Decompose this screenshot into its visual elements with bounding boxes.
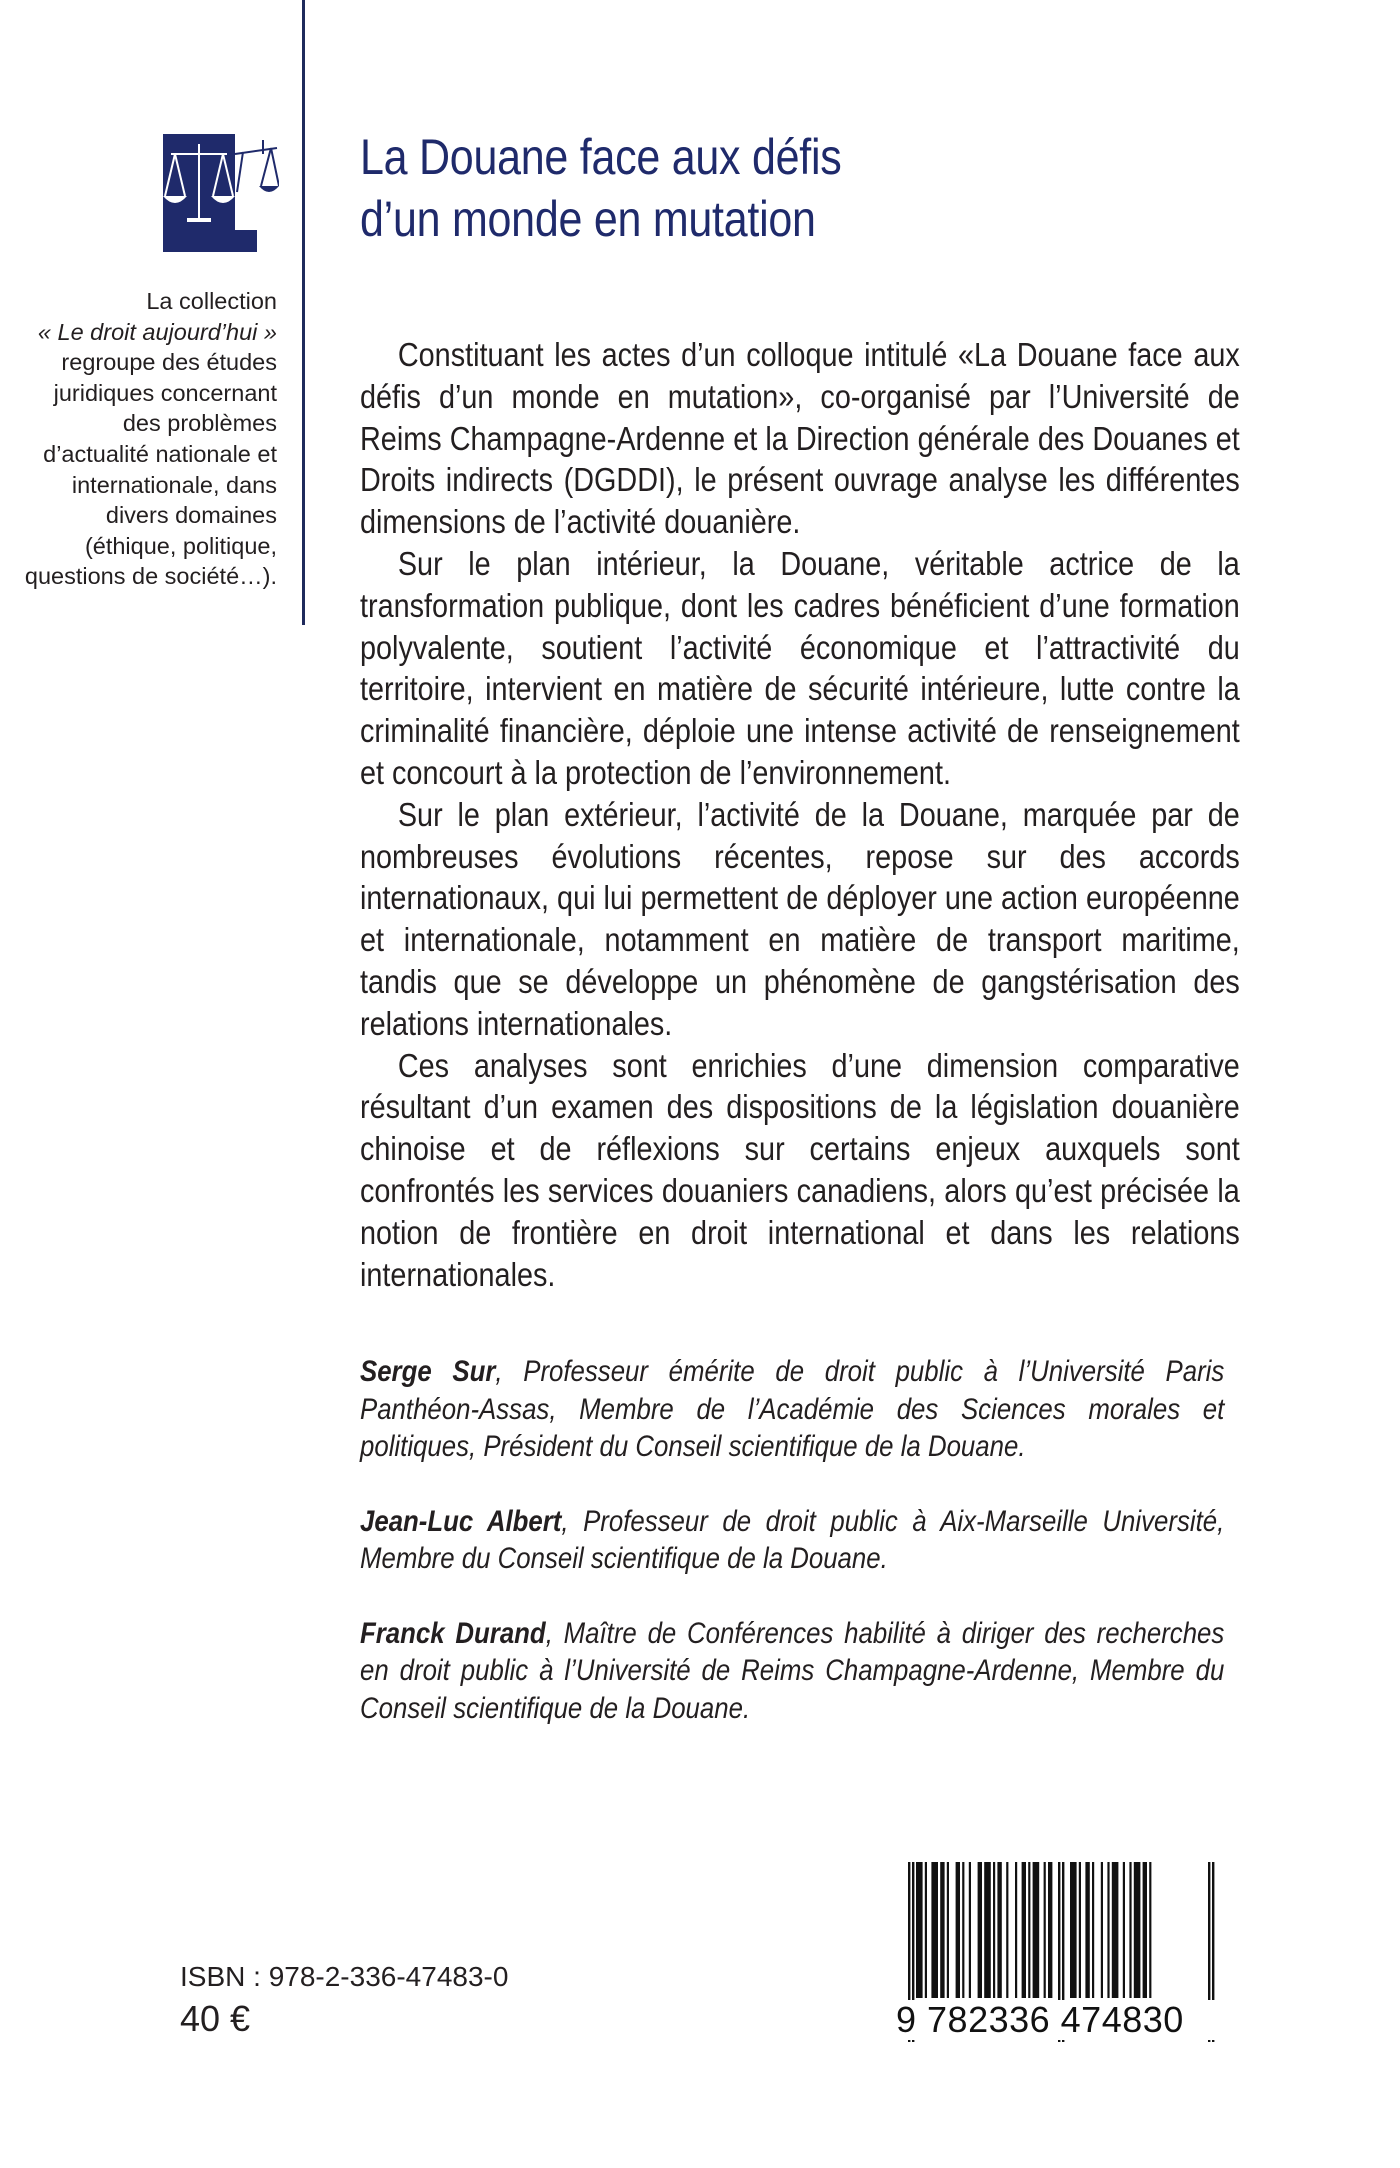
- collection-intro: La collection: [146, 288, 277, 314]
- barcode-bar: [1048, 1862, 1052, 1998]
- author-name: Franck Durand: [360, 1616, 546, 1650]
- barcode-bar: [1079, 1862, 1081, 1998]
- barcode-bar: [1044, 1862, 1046, 1998]
- vertical-rule: [302, 0, 305, 625]
- summary-text: [360, 335, 1240, 1296]
- author-description: , Professeur émérite de droit public à l’Université Paris Panthéon-Assas, Membre de l’Académie des Sciences morales et politiques, Président du Conseil scientifique de la Douane.: [360, 1355, 1225, 1463]
- barcode-bar: [916, 1862, 923, 1998]
- author-name: Jean-Luc Albert: [360, 1504, 562, 1538]
- barcode-bar: [1022, 1862, 1026, 1998]
- barcode-bar: [1028, 1862, 1030, 1998]
- barcode-bar: [1101, 1862, 1103, 1998]
- barcode-bar: [1033, 1862, 1040, 1998]
- summary-paragraph: Ces analyses sont enrichies d’une dimension comparative résultant d’un examen des dispositions de la législation douanière chinoise et de réflexions sur certains enjeux auxquels sont confrontés les services douaniers canadiens, alors qu’est précisée la notion de frontière en droit international et dans les relations internationales.: [360, 1047, 1240, 1294]
- author-description: , Professeur de droit public à Aix-Marseille Université, Membre du Conseil scientifique de la Douane.: [360, 1504, 1225, 1575]
- collection-name: « Le droit aujourd’hui »: [37, 318, 277, 345]
- barcode-bar: [969, 1862, 971, 1998]
- summary-paragraph: Sur le plan extérieur, l’activité de la Douane, marquée par de nombreuses évolutions récentes, repose sur des accords internationaux, qui lui permettent de déployer une action européenne et internationale, notamment en matière de transport maritime, tandis que se développe un phénomène de gangstérisation des relations internationales.: [360, 796, 1240, 1043]
- collection-text: regroupe des études juridiques concernant des problèmes d’actualité nationale et internationale, dans divers domaines (éthique, politique, questions de société…).: [24, 349, 277, 590]
- barcode-bar: [925, 1862, 927, 1998]
- author-description: , Maître de Conférences habilité à diriger des recherches en droit public à l’Université de Reims Champagne-Ardenne, Membre du Conseil scientifique de la Douane.: [360, 1616, 1225, 1725]
- barcode-bar: [1015, 1862, 1017, 1998]
- isbn-label: ISBN : 978-2-336-47483-0: [180, 1961, 509, 1992]
- barcode-bar: [984, 1862, 991, 1998]
- barcode-bar: [997, 1862, 1001, 1998]
- author-entry: [360, 1353, 1224, 1466]
- barcode-bar: [931, 1862, 938, 1998]
- barcode-bar: [940, 1862, 944, 1998]
- barcode-bar: [1143, 1862, 1147, 1998]
- barcode-bar: [1070, 1862, 1077, 1998]
- barcode-bar: [1149, 1862, 1151, 1998]
- barcode-bar: [1006, 1862, 1008, 1998]
- barcode-bar: [1107, 1862, 1109, 1998]
- barcode-bar: [1112, 1862, 1119, 1998]
- author-entry: [360, 1503, 1224, 1578]
- barcode-bar: [1123, 1862, 1125, 1998]
- author-name: Serge Sur: [360, 1355, 496, 1388]
- author-entry: [360, 1615, 1224, 1728]
- barcode-bar: [962, 1862, 964, 1998]
- barcode-digits: 9 782336 474830: [896, 2000, 1218, 2040]
- title-line-2: d’un monde en mutation: [360, 191, 816, 247]
- barcode-bar: [1085, 1862, 1089, 1998]
- scales-of-justice-logo: [163, 134, 279, 252]
- barcode-bar: [993, 1862, 995, 1998]
- collection-description: [20, 286, 277, 592]
- barcode-bar: [1134, 1862, 1141, 1998]
- barcode-bar: [1092, 1862, 1094, 1998]
- barcode-bar: [947, 1862, 949, 1998]
- barcode-bar: [956, 1862, 960, 1998]
- barcode-bar: [1129, 1862, 1131, 1998]
- title-line-1: La Douane face aux défis: [360, 129, 842, 185]
- barcode-bar: [978, 1862, 982, 1998]
- summary-paragraph: Sur le plan intérieur, la Douane, véritable actrice de la transformation publique, dont les cadres bénéficient d’une formation polyvalente, soutient l’activité économique et l’attractivité du territoire, intervient en matière de sécurité intérieure, lutte contre la criminalité financière, déploie une intense activité de renseignement et concourt à la protection de l’environnement.: [360, 545, 1240, 792]
- price-label: 40 €: [180, 1998, 251, 2039]
- authors-list: [360, 1353, 1224, 1764]
- summary-paragraph: Constituant les actes d’un colloque intitulé «La Douane face aux défis d’un monde en mutation», co-organisé par l’Université de Reims Champagne-Ardenne et la Direction générale des Douanes et Droits indirects (DGDDI), le présent ouvrage analyse les différentes dimensions de l’activité douanière.: [360, 337, 1240, 542]
- book-title: [360, 126, 1134, 250]
